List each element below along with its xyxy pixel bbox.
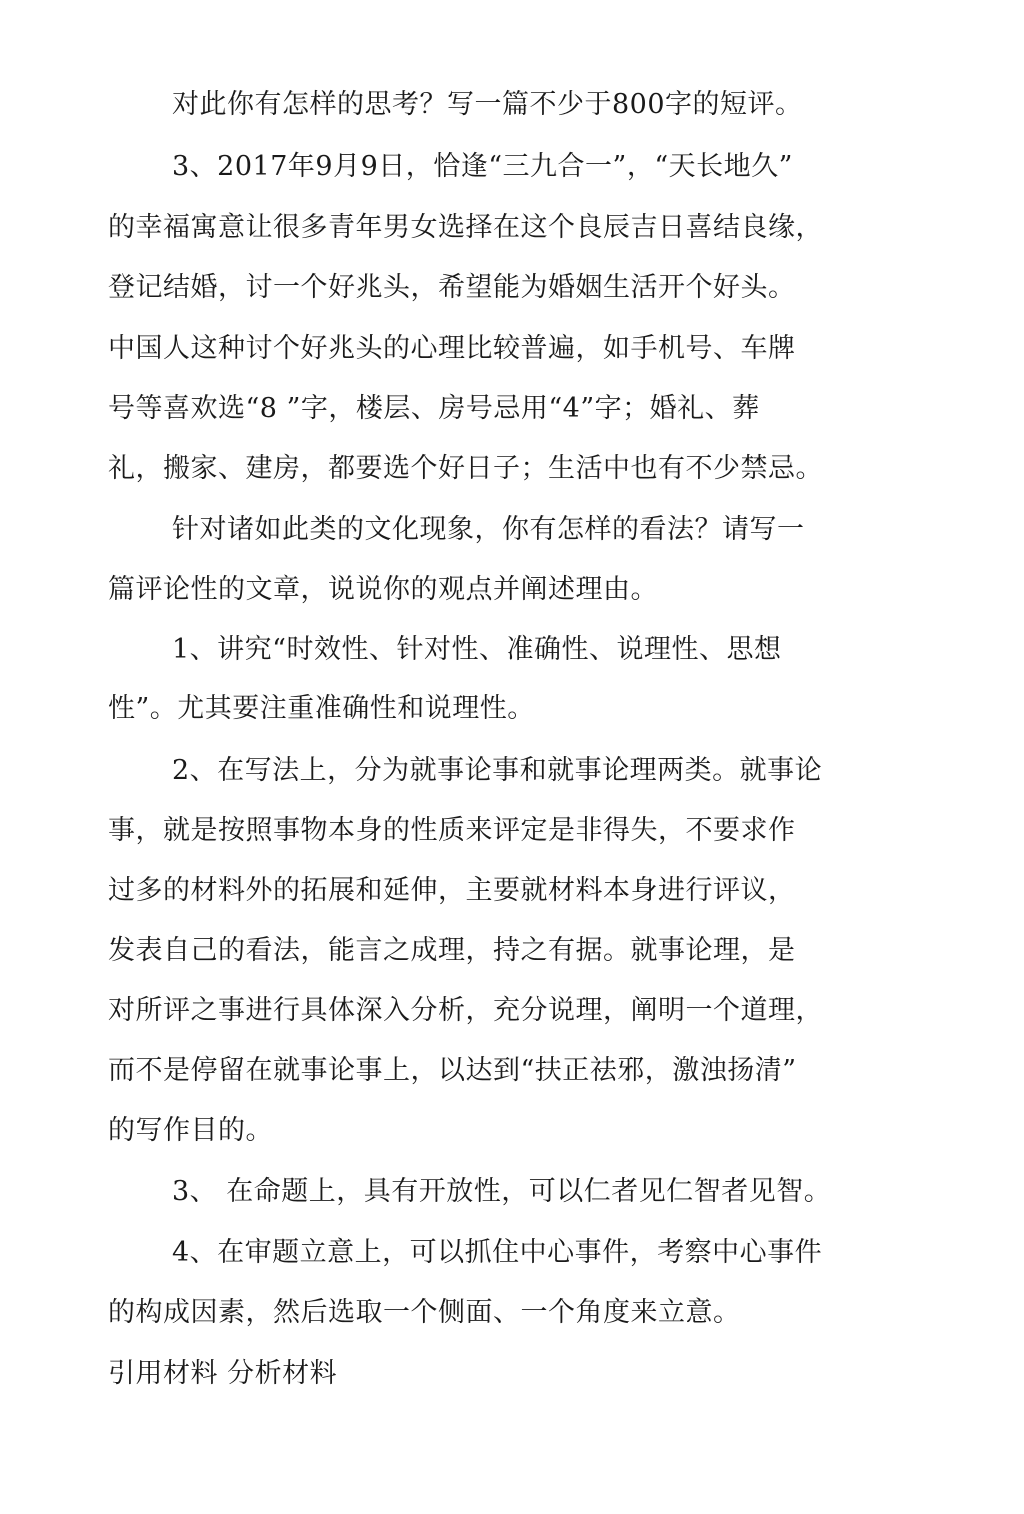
text-line: 的写作目的。 xyxy=(108,1115,273,1146)
text-line: 的幸福寓意让很多青年男女选择在这个良辰吉日喜结良缘， xyxy=(108,212,823,243)
text-line: 2、在写法上，分为就事论事和就事论理两类。就事论 xyxy=(172,755,823,786)
text-line: 性”。尤其要注重准确性和说理性。 xyxy=(108,693,535,724)
text-line: 中国人这种讨个好兆头的心理比较普遍，如手机号、车牌 xyxy=(108,333,796,364)
text-line: 过多的材料外的拓展和延伸，主要就材料本身进行评议， xyxy=(108,875,796,906)
text-line: 发表自己的看法，能言之成理，持之有据。就事论理，是 xyxy=(108,935,796,966)
text-line: 3、2017年9月9日，恰逢“三九合一”，“天长地久” xyxy=(172,151,793,182)
text-line: 针对诸如此类的文化现象，你有怎样的看法？请写一 xyxy=(172,514,805,545)
text-line: 事，就是按照事物本身的性质来评定是非得失，不要求作 xyxy=(108,815,796,846)
text-line: 对此你有怎样的思考？写一篇不少于800字的短评。 xyxy=(172,89,803,120)
text-line: 1、讲究“时效性、针对性、准确性、说理性、思想 xyxy=(172,634,782,665)
text-line: 号等喜欢选“8 ”字，楼层、房号忌用“4”字；婚礼、葬 xyxy=(108,393,760,424)
text-line: 4、在审题立意上，可以抓住中心事件，考察中心事件 xyxy=(172,1237,823,1268)
text-line: 礼，搬家、建房，都要选个好日子；生活中也有不少禁忌。 xyxy=(108,453,823,484)
text-line: 对所评之事进行具体深入分析，充分说理，阐明一个道理， xyxy=(108,995,823,1026)
text-line: 引用材料 分析材料 xyxy=(108,1358,338,1389)
text-line: 而不是停留在就事论事上，以达到“扶正祛邪，激浊扬清” xyxy=(108,1055,797,1086)
text-line: 登记结婚，讨一个好兆头，希望能为婚姻生活开个好头。 xyxy=(108,272,796,303)
text-line: 3、 在命题上，具有开放性，可以仁者见仁智者见智。 xyxy=(172,1176,832,1207)
text-line: 篇评论性的文章，说说你的观点并阐述理由。 xyxy=(108,574,658,605)
text-line: 的构成因素，然后选取一个侧面、一个角度来立意。 xyxy=(108,1297,741,1328)
